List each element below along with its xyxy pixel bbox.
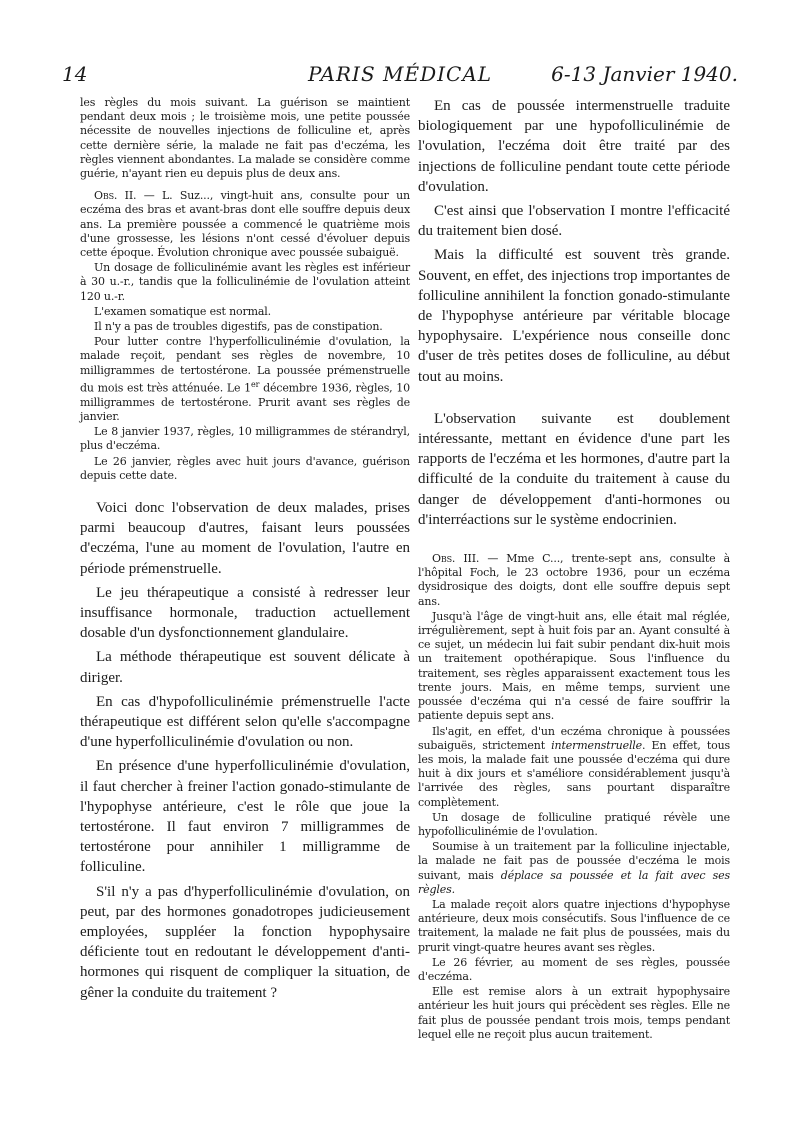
paragraph xyxy=(418,725,730,810)
page-number: 14 xyxy=(62,62,88,86)
observation-2 xyxy=(80,189,410,260)
paragraph: Jusqu'à l'âge de vingt-huit ans, elle était mal réglée, irrégulièrement, sept à huit fois par an. Ayant consulté à ce sujet, un médecin lui fait subir pendant dix-huit mois un traitement opothérapique. Sous l'influence du traitement, ses règles apparaissent exactement tous les trente jours. Mais, en même temps, survient une poussée d'eczéma qui n'a cessé de faire souffrir la patiente depuis sept ans. xyxy=(418,609,730,723)
paragraph-part: . En effet, tous les mois, la malade fait une poussée d'eczéma qui dure huit à dix jours et s'améliore considérablement jusqu'à l'arrivée des règles, sans pourtant disparaître complètement. xyxy=(418,738,730,809)
issue-date: 6-13 Janvier 1940. xyxy=(551,62,738,86)
paragraph xyxy=(418,840,730,897)
paragraph: Voici donc l'observation de deux malades, prises parmi beaucoup d'autres, faisant leurs poussées d'eczéma, l'une au moment de l'ovulation, l'autre en période prémenstruelle. xyxy=(80,499,410,577)
observation-label: Obs. II. — xyxy=(94,189,155,203)
paragraph: La malade reçoit alors quatre injections d'hypophyse antérieure, deux mois consécutifs. Sous l'influence de ce traitement, la malade ne fait plus de poussées, mais du prurit vingt-quatre heures avant ses règles. xyxy=(418,897,730,954)
right-column xyxy=(418,96,730,1043)
paragraph: Un dosage de folliculinémie avant les règles est inférieur à 30 u.-r., tandis que la folliculinémie de l'ovulation atteint 120 u.-r. xyxy=(80,261,410,303)
paragraph: Il n'y a pas de troubles digestifs, pas de constipation. xyxy=(94,320,383,334)
paragraph-part: Ils'agit, en effet, d'un eczéma chronique à poussées subaiguës, strictement xyxy=(418,724,730,752)
page-header xyxy=(62,62,738,92)
paragraph: Elle est remise alors à un extrait hypophysaire antérieur les huit jours qui précèdent ses règles. Elle ne fait plus de poussée pendant trois mois, temps pendant lequel elle ne reçoit plus aucun traitement. xyxy=(418,985,730,1041)
paragraph: Un dosage de folliculine pratiqué révèle une hypofolliculinémie de l'ovulation. xyxy=(418,810,730,838)
paragraph: S'il n'y a pas d'hyperfolliculinémie d'ovulation, on peut, par des hormones gonadotropes judicieusement employées, suppléer la fonction hypophysaire déficiente tout en redoutant le développement d'anti-hormones qui risquent de compliquer la situation, de gêner la conduite du traitement ? xyxy=(80,883,410,1001)
journal-title: PARIS MÉDICAL xyxy=(307,62,493,86)
paragraph: Le 26 février, au moment de ses règles, poussée d'eczéma. xyxy=(418,955,730,983)
paragraph: Mais la difficulté est souvent très grande. Souvent, en effet, des injections trop importantes de folliculine annihilent la fonction gonado-stimulante de l'hypophyse antérieure par véritable blocage hypophysaire. L'expérience nous conseille donc d'user de très petites doses de folliculine, au début tout au moins. xyxy=(418,247,730,385)
paragraph: Le 8 janvier 1937, règles, 10 milligrammes de stérandryl, plus d'eczéma. xyxy=(80,425,410,453)
left-column xyxy=(80,96,410,1007)
emphasis: déplace sa poussée et la fait avec ses règles. xyxy=(418,868,730,896)
observation-3 xyxy=(418,552,730,609)
paragraph-part: Pour lutter contre l'hyperfolliculinémie d'ovulation, la malade reçoit, pendant ses règles de novembre, 10 milligrammes de tertostérone. La poussée prémenstruelle du mois est très atténuée. Le 1 xyxy=(80,335,410,395)
paragraph: C'est ainsi que l'observation I montre l'efficacité du traitement bien dosé. xyxy=(418,203,730,240)
paragraph: L'examen somatique est normal. xyxy=(94,304,271,318)
superscript: er xyxy=(251,379,260,389)
paragraph: En présence d'une hyperfolliculinémie d'ovulation, il faut chercher à freiner l'action gonado-stimulante de l'hypophyse antérieure, c'est le rôle que joue la tertostérone. Il faut environ 7 milligrammes de tertostérone pour annihiler 1 milligramme de folliculine. xyxy=(80,758,410,876)
paragraph-part: décembre 1936, règles, 10 milligrammes de tertostérone. Prurit avant ses règles de janvier. xyxy=(80,381,410,423)
emphasis: intermenstruelle xyxy=(551,738,643,752)
paragraph: En cas d'hypofolliculinémie prémenstruelle l'acte thérapeutique est différent selon qu'elle s'accompagne d'une hyperfolliculinémie d'ovulation ou non. xyxy=(80,693,410,751)
paragraph: L'observation suivante est doublement intéressante, mettant en évidence d'une part les rapports de l'eczéma et les hormones, d'autre part la difficulté de la conduite du traitement à cause du danger de développement d'anti-hormones ou d'interréactions sur le système endocrinien. xyxy=(418,410,730,528)
paragraph: En cas de poussée intermenstruelle traduite biologiquement par une hypofolliculinémie de l'ovulation, l'eczéma doit être traité par des injections de folliculine pendant toute cette période d'ovulation. xyxy=(418,98,730,195)
paragraph: Le 26 janvier, règles avec huit jours d'avance, guérison depuis cette date. xyxy=(80,454,410,482)
paragraph-part: Soumise à un traitement par la folliculine injectable, la malade ne fait pas de poussée d'eczéma le mois suivant, mais xyxy=(418,840,730,882)
observation-text: Mme C..., trente-sept ans, consulte à l'hôpital Foch, le 23 octobre 1936, pour un eczéma dysidrosique des doigts, dont elle souffre depuis sept ans. xyxy=(418,552,731,608)
paragraph xyxy=(80,335,410,424)
paragraph: Le jeu thérapeutique a consisté à redresser leur insuffisance hormonale, traduction actuellement dosable d'un dysfonctionnement glandulaire. xyxy=(80,584,410,642)
paragraph: La méthode thérapeutique est souvent délicate à diriger. xyxy=(80,649,410,686)
paragraph: les règles du mois suivant. La guérison se maintient pendant deux mois ; le troisième mois, une petite poussée nécessite de nouvelles injections de folliculine et, après cette dernière série, la malade ne fait pas d'eczéma, les règles viennent abondantes. La malade se considère comme guérie, n'ayant rien eu depuis plus de deux ans. xyxy=(80,96,410,181)
observation-text: L. Suz..., vingt-huit ans, consulte pour un eczéma des bras et avant-bras dont elle souffre depuis deux ans. La première poussée a commencé le quatrième mois d'une grossesse, les lésions n'ont cessé d'évoluer depuis cette époque. Évolution chronique avec poussée subaiguë. xyxy=(80,189,410,260)
observation-label: Obs. III. — xyxy=(432,552,499,566)
